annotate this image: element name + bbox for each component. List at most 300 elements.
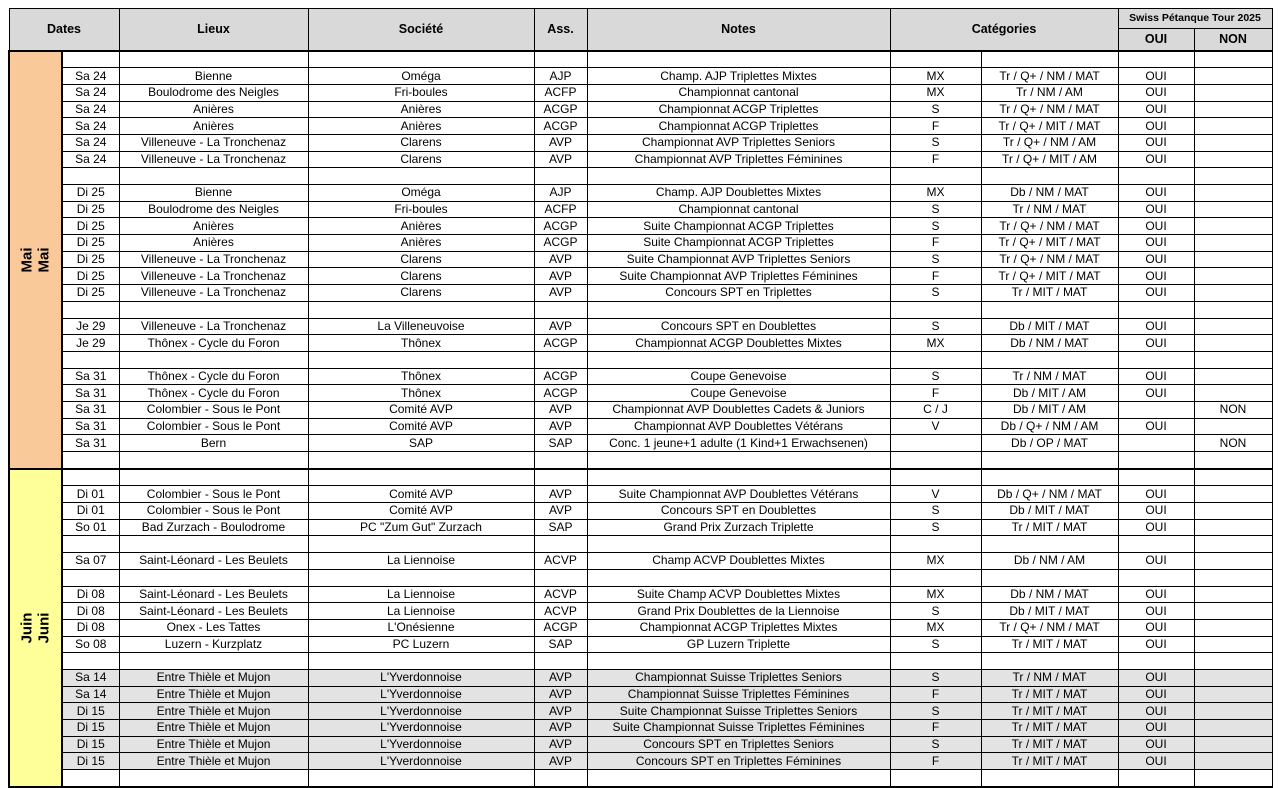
format-cell: Db / MIT / MAT [981, 603, 1118, 620]
non-cell [1194, 285, 1272, 302]
oui-cell [1118, 401, 1194, 418]
non-cell [1194, 519, 1272, 536]
date-cell: Sa 31 [62, 418, 119, 435]
lieu-cell: Luzern - Kurzplatz [119, 636, 308, 653]
oui-cell: OUI [1118, 118, 1194, 135]
date-cell: Sa 14 [62, 686, 119, 703]
notes-cell [587, 469, 890, 486]
notes-cell: Championnat ACGP Triplettes [587, 101, 890, 118]
category-cell [890, 469, 981, 486]
lieu-cell: Villeneuve - La Tronchenaz [119, 151, 308, 168]
format-cell [981, 653, 1118, 670]
notes-cell: Champ. AJP Triplettes Mixtes [587, 68, 890, 85]
oui-cell: OUI [1118, 251, 1194, 268]
non-cell [1194, 770, 1272, 787]
non-cell [1194, 335, 1272, 352]
oui-cell: OUI [1118, 669, 1194, 686]
format-cell: Tr / Q+ / MIT / MAT [981, 118, 1118, 135]
table-row [9, 268, 1272, 285]
format-cell [981, 168, 1118, 185]
non-cell [1194, 84, 1272, 101]
format-cell: Tr / Q+ / MIT / MAT [981, 268, 1118, 285]
non-cell [1194, 351, 1272, 368]
oui-cell: OUI [1118, 686, 1194, 703]
lieu-cell [119, 351, 308, 368]
oui-cell: OUI [1118, 285, 1194, 302]
oui-cell: OUI [1118, 235, 1194, 252]
oui-cell: OUI [1118, 720, 1194, 737]
category-cell: F [890, 118, 981, 135]
format-cell [981, 51, 1118, 68]
oui-cell: OUI [1118, 385, 1194, 402]
table-body [9, 51, 1272, 787]
date-cell [62, 51, 119, 68]
notes-cell: Championnat cantonal [587, 201, 890, 218]
notes-cell [587, 569, 890, 586]
category-cell: S [890, 368, 981, 385]
date-cell: Je 29 [62, 318, 119, 335]
format-cell [981, 536, 1118, 553]
category-cell: F [890, 385, 981, 402]
lieu-cell: Bienne [119, 68, 308, 85]
table-row [9, 318, 1272, 335]
lieu-cell: Saint-Léonard - Les Beulets [119, 586, 308, 603]
category-cell: C / J [890, 401, 981, 418]
societe-cell: La Liennoise [308, 603, 534, 620]
table-row [9, 553, 1272, 570]
format-cell: Db / MIT / MAT [981, 318, 1118, 335]
non-cell [1194, 536, 1272, 553]
ass-cell: ACVP [534, 586, 587, 603]
date-cell: Sa 24 [62, 84, 119, 101]
format-cell [981, 770, 1118, 787]
header-non: NON [1194, 29, 1272, 51]
oui-cell: OUI [1118, 134, 1194, 151]
date-cell: Di 15 [62, 703, 119, 720]
format-cell: Db / MIT / MAT [981, 503, 1118, 520]
date-cell: Sa 24 [62, 68, 119, 85]
lieu-cell: Entre Thièle et Mujon [119, 686, 308, 703]
format-cell: Db / NM / MAT [981, 185, 1118, 202]
format-cell: Tr / Q+ / NM / MAT [981, 251, 1118, 268]
ass-cell: ACFP [534, 201, 587, 218]
notes-cell: Suite Championnat ACGP Triplettes [587, 218, 890, 235]
societe-cell [308, 168, 534, 185]
format-cell: Tr / MIT / MAT [981, 285, 1118, 302]
format-cell: Tr / MIT / MAT [981, 703, 1118, 720]
notes-cell: Championnat ACGP Triplettes Mixtes [587, 619, 890, 636]
lieu-cell [119, 569, 308, 586]
non-cell [1194, 51, 1272, 68]
lieu-cell [119, 51, 308, 68]
oui-cell: OUI [1118, 553, 1194, 570]
societe-cell: L'Yverdonnoise [308, 669, 534, 686]
ass-cell: ACGP [534, 118, 587, 135]
format-cell: Tr / MIT / MAT [981, 519, 1118, 536]
non-cell: NON [1194, 401, 1272, 418]
format-cell [981, 469, 1118, 486]
ass-cell: AVP [534, 401, 587, 418]
category-cell [890, 569, 981, 586]
format-cell: Db / NM / MAT [981, 586, 1118, 603]
societe-cell [308, 301, 534, 318]
lieu-cell: Colombier - Sous le Pont [119, 503, 308, 520]
ass-cell: AVP [534, 503, 587, 520]
lieu-cell: Anières [119, 101, 308, 118]
table-row [9, 368, 1272, 385]
oui-cell: OUI [1118, 185, 1194, 202]
societe-cell: La Liennoise [308, 586, 534, 603]
table-row [9, 753, 1272, 770]
table-row [9, 101, 1272, 118]
ass-cell: ACVP [534, 603, 587, 620]
date-cell: Sa 14 [62, 669, 119, 686]
date-cell [62, 536, 119, 553]
table-row [9, 251, 1272, 268]
ass-cell [534, 536, 587, 553]
format-cell: Db / Q+ / NM / MAT [981, 486, 1118, 503]
ass-cell [534, 770, 587, 787]
societe-cell [308, 770, 534, 787]
lieu-cell [119, 469, 308, 486]
ass-cell: ACGP [534, 235, 587, 252]
lieu-cell: Boulodrome des Neigles [119, 84, 308, 101]
table-row [9, 235, 1272, 252]
ass-cell: AVP [534, 486, 587, 503]
category-cell: MX [890, 335, 981, 352]
category-cell: S [890, 218, 981, 235]
societe-cell: L'Onésienne [308, 619, 534, 636]
oui-cell: OUI [1118, 218, 1194, 235]
lieu-cell: Colombier - Sous le Pont [119, 418, 308, 435]
category-cell: S [890, 703, 981, 720]
category-cell: F [890, 686, 981, 703]
table-row [9, 335, 1272, 352]
format-cell: Tr / MIT / MAT [981, 720, 1118, 737]
societe-cell: Anières [308, 235, 534, 252]
category-cell: F [890, 235, 981, 252]
date-cell: Di 08 [62, 586, 119, 603]
category-cell: F [890, 268, 981, 285]
format-cell: Db / Q+ / NM / AM [981, 418, 1118, 435]
format-cell: Tr / NM / MAT [981, 669, 1118, 686]
ass-cell: ACFP [534, 84, 587, 101]
lieu-cell: Saint-Léonard - Les Beulets [119, 603, 308, 620]
societe-cell: Fri-boules [308, 84, 534, 101]
category-cell: S [890, 636, 981, 653]
category-cell: MX [890, 68, 981, 85]
oui-cell [1118, 435, 1194, 452]
ass-cell: ACVP [534, 553, 587, 570]
table-row [9, 285, 1272, 302]
societe-cell: Fri-boules [308, 201, 534, 218]
non-cell [1194, 118, 1272, 135]
ass-cell: ACGP [534, 335, 587, 352]
non-cell [1194, 134, 1272, 151]
notes-cell [587, 653, 890, 670]
societe-cell: L'Yverdonnoise [308, 686, 534, 703]
oui-cell: OUI [1118, 201, 1194, 218]
ass-cell: SAP [534, 435, 587, 452]
format-cell: Db / MIT / AM [981, 401, 1118, 418]
table-row [9, 385, 1272, 402]
notes-cell: Suite Championnat Suisse Triplettes Féminines [587, 720, 890, 737]
category-cell: MX [890, 619, 981, 636]
date-cell: Sa 24 [62, 151, 119, 168]
ass-cell [534, 51, 587, 68]
non-cell [1194, 251, 1272, 268]
ass-cell: AVP [534, 318, 587, 335]
ass-cell [534, 569, 587, 586]
notes-cell: Championnat AVP Triplettes Seniors [587, 134, 890, 151]
oui-cell: OUI [1118, 368, 1194, 385]
oui-cell: OUI [1118, 703, 1194, 720]
non-cell [1194, 201, 1272, 218]
societe-cell: L'Yverdonnoise [308, 720, 534, 737]
format-cell: Tr / Q+ / NM / MAT [981, 68, 1118, 85]
oui-cell: OUI [1118, 418, 1194, 435]
category-cell: F [890, 753, 981, 770]
table-row [9, 118, 1272, 135]
ass-cell: SAP [534, 636, 587, 653]
lieu-cell: Entre Thièle et Mujon [119, 703, 308, 720]
societe-cell: Clarens [308, 251, 534, 268]
notes-cell [587, 536, 890, 553]
oui-cell: OUI [1118, 586, 1194, 603]
category-cell: MX [890, 185, 981, 202]
format-cell [981, 569, 1118, 586]
date-cell: Sa 31 [62, 435, 119, 452]
category-cell: V [890, 418, 981, 435]
non-cell [1194, 753, 1272, 770]
header-oui: OUI [1118, 29, 1194, 51]
header-lieux: Lieux [119, 9, 308, 51]
ass-cell: ACGP [534, 218, 587, 235]
notes-cell: GP Luzern Triplette [587, 636, 890, 653]
notes-cell: Coupe Genevoise [587, 368, 890, 385]
category-cell: S [890, 101, 981, 118]
month-label-fr: Juin [18, 612, 36, 644]
societe-cell: Comité AVP [308, 401, 534, 418]
ass-cell: AVP [534, 151, 587, 168]
category-cell: V [890, 486, 981, 503]
notes-cell: Concours SPT en Triplettes Seniors [587, 736, 890, 753]
lieu-cell: Entre Thièle et Mujon [119, 736, 308, 753]
ass-cell: AJP [534, 185, 587, 202]
format-cell: Tr / MIT / MAT [981, 686, 1118, 703]
month-label-juin [9, 469, 62, 787]
societe-cell: Anières [308, 118, 534, 135]
ass-cell: AJP [534, 68, 587, 85]
ass-cell [534, 351, 587, 368]
ass-cell: AVP [534, 736, 587, 753]
societe-cell: Anières [308, 218, 534, 235]
category-cell: S [890, 503, 981, 520]
lieu-cell [119, 452, 308, 469]
notes-cell: Concours SPT en Doublettes [587, 318, 890, 335]
lieu-cell: Colombier - Sous le Pont [119, 401, 308, 418]
spacer-row [9, 653, 1272, 670]
table-row [9, 185, 1272, 202]
table-row [9, 619, 1272, 636]
date-cell: So 01 [62, 519, 119, 536]
notes-cell [587, 168, 890, 185]
non-cell [1194, 318, 1272, 335]
lieu-cell: Anières [119, 118, 308, 135]
non-cell [1194, 151, 1272, 168]
date-cell [62, 770, 119, 787]
category-cell [890, 168, 981, 185]
category-cell: S [890, 285, 981, 302]
non-cell [1194, 653, 1272, 670]
notes-cell: Suite Champ ACVP Doublettes Mixtes [587, 586, 890, 603]
category-cell [890, 770, 981, 787]
societe-cell [308, 569, 534, 586]
ass-cell: AVP [534, 686, 587, 703]
spacer-row [9, 770, 1272, 787]
societe-cell: Clarens [308, 151, 534, 168]
non-cell [1194, 235, 1272, 252]
ass-cell: AVP [534, 753, 587, 770]
date-cell: Di 01 [62, 503, 119, 520]
date-cell [62, 351, 119, 368]
format-cell: Tr / MIT / MAT [981, 736, 1118, 753]
category-cell: S [890, 251, 981, 268]
date-cell [62, 653, 119, 670]
table-row [9, 703, 1272, 720]
oui-cell: OUI [1118, 603, 1194, 620]
header-categories: Catégories [890, 9, 1118, 51]
societe-cell: Clarens [308, 285, 534, 302]
ass-cell [534, 452, 587, 469]
oui-cell: OUI [1118, 736, 1194, 753]
notes-cell: Concours SPT en Triplettes Féminines [587, 753, 890, 770]
oui-cell: OUI [1118, 486, 1194, 503]
notes-cell: Coupe Genevoise [587, 385, 890, 402]
lieu-cell: Anières [119, 235, 308, 252]
ass-cell [534, 301, 587, 318]
societe-cell [308, 653, 534, 670]
table-row [9, 201, 1272, 218]
date-cell: Di 25 [62, 201, 119, 218]
format-cell: Db / NM / MAT [981, 335, 1118, 352]
spacer-row [9, 469, 1272, 486]
category-cell: F [890, 720, 981, 737]
ass-cell: AVP [534, 285, 587, 302]
ass-cell: AVP [534, 134, 587, 151]
non-cell [1194, 619, 1272, 636]
oui-cell: OUI [1118, 519, 1194, 536]
non-cell [1194, 686, 1272, 703]
header-notes: Notes [587, 9, 890, 51]
date-cell: Di 15 [62, 753, 119, 770]
date-cell: Je 29 [62, 335, 119, 352]
table-row [9, 603, 1272, 620]
ass-cell: ACGP [534, 619, 587, 636]
non-cell [1194, 368, 1272, 385]
notes-cell [587, 770, 890, 787]
date-cell: Di 25 [62, 251, 119, 268]
non-cell [1194, 101, 1272, 118]
format-cell: Db / MIT / AM [981, 385, 1118, 402]
oui-cell: OUI [1118, 101, 1194, 118]
notes-cell: Championnat Suisse Triplettes Seniors [587, 669, 890, 686]
societe-cell: Oméga [308, 68, 534, 85]
oui-cell: OUI [1118, 151, 1194, 168]
non-cell [1194, 168, 1272, 185]
category-cell: MX [890, 586, 981, 603]
format-cell: Tr / Q+ / NM / MAT [981, 101, 1118, 118]
societe-cell: L'Yverdonnoise [308, 736, 534, 753]
notes-cell: Championnat AVP Doublettes Cadets & Juniors [587, 401, 890, 418]
header-swiss-petanque-tour: Swiss Pétanque Tour 2025 [1118, 9, 1272, 29]
date-cell: Sa 31 [62, 368, 119, 385]
lieu-cell: Entre Thièle et Mujon [119, 753, 308, 770]
societe-cell: Comité AVP [308, 418, 534, 435]
societe-cell [308, 452, 534, 469]
lieu-cell [119, 536, 308, 553]
ass-cell: AVP [534, 418, 587, 435]
non-cell [1194, 301, 1272, 318]
date-cell [62, 569, 119, 586]
spacer-row [9, 536, 1272, 553]
ass-cell [534, 469, 587, 486]
table-row [9, 636, 1272, 653]
category-cell [890, 653, 981, 670]
non-cell [1194, 703, 1272, 720]
non-cell [1194, 553, 1272, 570]
lieu-cell: Entre Thièle et Mujon [119, 720, 308, 737]
format-cell: Tr / NM / AM [981, 84, 1118, 101]
notes-cell: Suite Championnat ACGP Triplettes [587, 235, 890, 252]
ass-cell [534, 653, 587, 670]
ass-cell: AVP [534, 703, 587, 720]
lieu-cell: Boulodrome des Neigles [119, 201, 308, 218]
category-cell: F [890, 151, 981, 168]
non-cell [1194, 218, 1272, 235]
notes-cell: Suite Championnat AVP Triplettes Féminines [587, 268, 890, 285]
date-cell [62, 469, 119, 486]
spacer-row [9, 51, 1272, 68]
lieu-cell: Bern [119, 435, 308, 452]
societe-cell: PC Luzern [308, 636, 534, 653]
category-cell: S [890, 519, 981, 536]
date-cell [62, 452, 119, 469]
format-cell: Tr / Q+ / NM / AM [981, 134, 1118, 151]
date-cell: Di 01 [62, 486, 119, 503]
notes-cell: Grand Prix Doublettes de la Liennoise [587, 603, 890, 620]
table-row [9, 503, 1272, 520]
societe-cell: Comité AVP [308, 503, 534, 520]
societe-cell: L'Yverdonnoise [308, 703, 534, 720]
month-label-fr: Mai [18, 247, 36, 273]
societe-cell [308, 51, 534, 68]
spacer-row [9, 569, 1272, 586]
notes-cell: Champ ACVP Doublettes Mixtes [587, 553, 890, 570]
lieu-cell [119, 301, 308, 318]
table-row [9, 669, 1272, 686]
oui-cell: OUI [1118, 268, 1194, 285]
category-cell: S [890, 736, 981, 753]
category-cell [890, 351, 981, 368]
oui-cell: OUI [1118, 318, 1194, 335]
lieu-cell: Villeneuve - La Tronchenaz [119, 134, 308, 151]
societe-cell: Comité AVP [308, 486, 534, 503]
notes-cell [587, 452, 890, 469]
lieu-cell: Villeneuve - La Tronchenaz [119, 318, 308, 335]
date-cell: Sa 31 [62, 401, 119, 418]
societe-cell: La Liennoise [308, 553, 534, 570]
